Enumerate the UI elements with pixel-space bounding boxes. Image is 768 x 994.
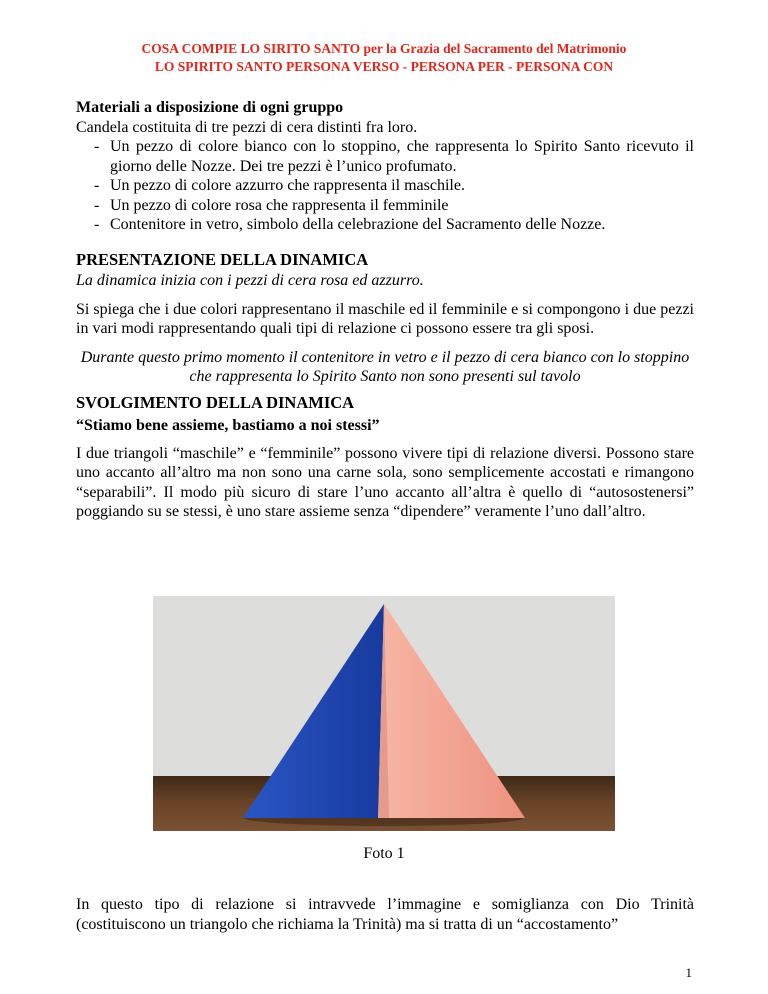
pyramid-illustration — [153, 596, 615, 831]
development-title: SVOLGIMENTO DELLA DINAMICA — [76, 392, 355, 412]
closing-paragraph: In questo tipo di relazione si intravvede l’immagine e somiglianza con Dio Trinità (costituiscono un triangolo che richiama la Trinità) ma si tratta di un “accostamento” — [76, 896, 694, 933]
development-paragraph: I due triangoli “maschile” e “femminile” possono vivere tipi di relazione diversi. Possono stare uno accanto all’altro ma non sono una carne sola, sono semplicemente accostati e rimangono “separabili”. Il modo più sicuro di stare l’uno accanto all’altra è quello di “autosostenersi” poggiando su se stessi, è uno stare assieme senza “dipendere” veramente l’uno dall’altro. — [76, 444, 694, 520]
presentation-explanation: Si spiega che i due colori rappresentano il maschile ed il femminile e si compongono i due pezzi in vari modi rappresentando quali tipi di relazione ci possono essere tra gli sposi. — [76, 300, 694, 337]
development-subtitle: “Stiamo bene assieme, bastiamo a noi stessi” — [76, 417, 380, 434]
presentation-title: PRESENTAZIONE DELLA DINAMICA — [76, 249, 369, 269]
document-header — [0, 40, 768, 76]
header-line-1: COSA COMPIE LO SIRITO SANTO per la Grazia del Sacramento del Matrimonio — [141, 41, 627, 56]
document-body — [76, 98, 694, 522]
materials-item-glass: - Contenitore in vetro, simbolo della celebrazione del Sacramento delle Nozze. — [94, 215, 694, 235]
photo-caption: Foto 1 — [363, 845, 405, 862]
presentation-note: Durante questo primo momento il contenitore in vetro e il pezzo di cera bianco con lo stoppino che rappresenta lo Spirito Santo non sono presenti sul tavolo — [80, 348, 690, 385]
header-line-2: LO SPIRITO SANTO PERSONA VERSO - PERSONA PER - PERSONA CON — [154, 59, 614, 74]
materials-item-pink: - Un pezzo di colore rosa che rappresenta il femminile — [94, 196, 694, 216]
materials-list — [76, 137, 694, 235]
materials-title: Materiali a disposizione di ogni gruppo — [76, 99, 344, 116]
page-number: 1 — [685, 965, 692, 980]
materials-intro: Candela costituita di tre pezzi di cera distinti fra loro. — [76, 118, 418, 136]
materials-item-blue: - Un pezzo di colore azzurro che rappresenta il maschile. — [94, 176, 694, 196]
presentation-intro: La dinamica inizia con i pezzi di cera rosa ed azzurro. — [76, 272, 424, 289]
materials-item-white: - Un pezzo di colore bianco con lo stoppino, che rappresenta lo Spirito Santo ricevuto il giorno delle Nozze. Dei tre pezzi è l’unico profumato. — [94, 137, 694, 176]
photo-pyramid — [153, 596, 615, 831]
